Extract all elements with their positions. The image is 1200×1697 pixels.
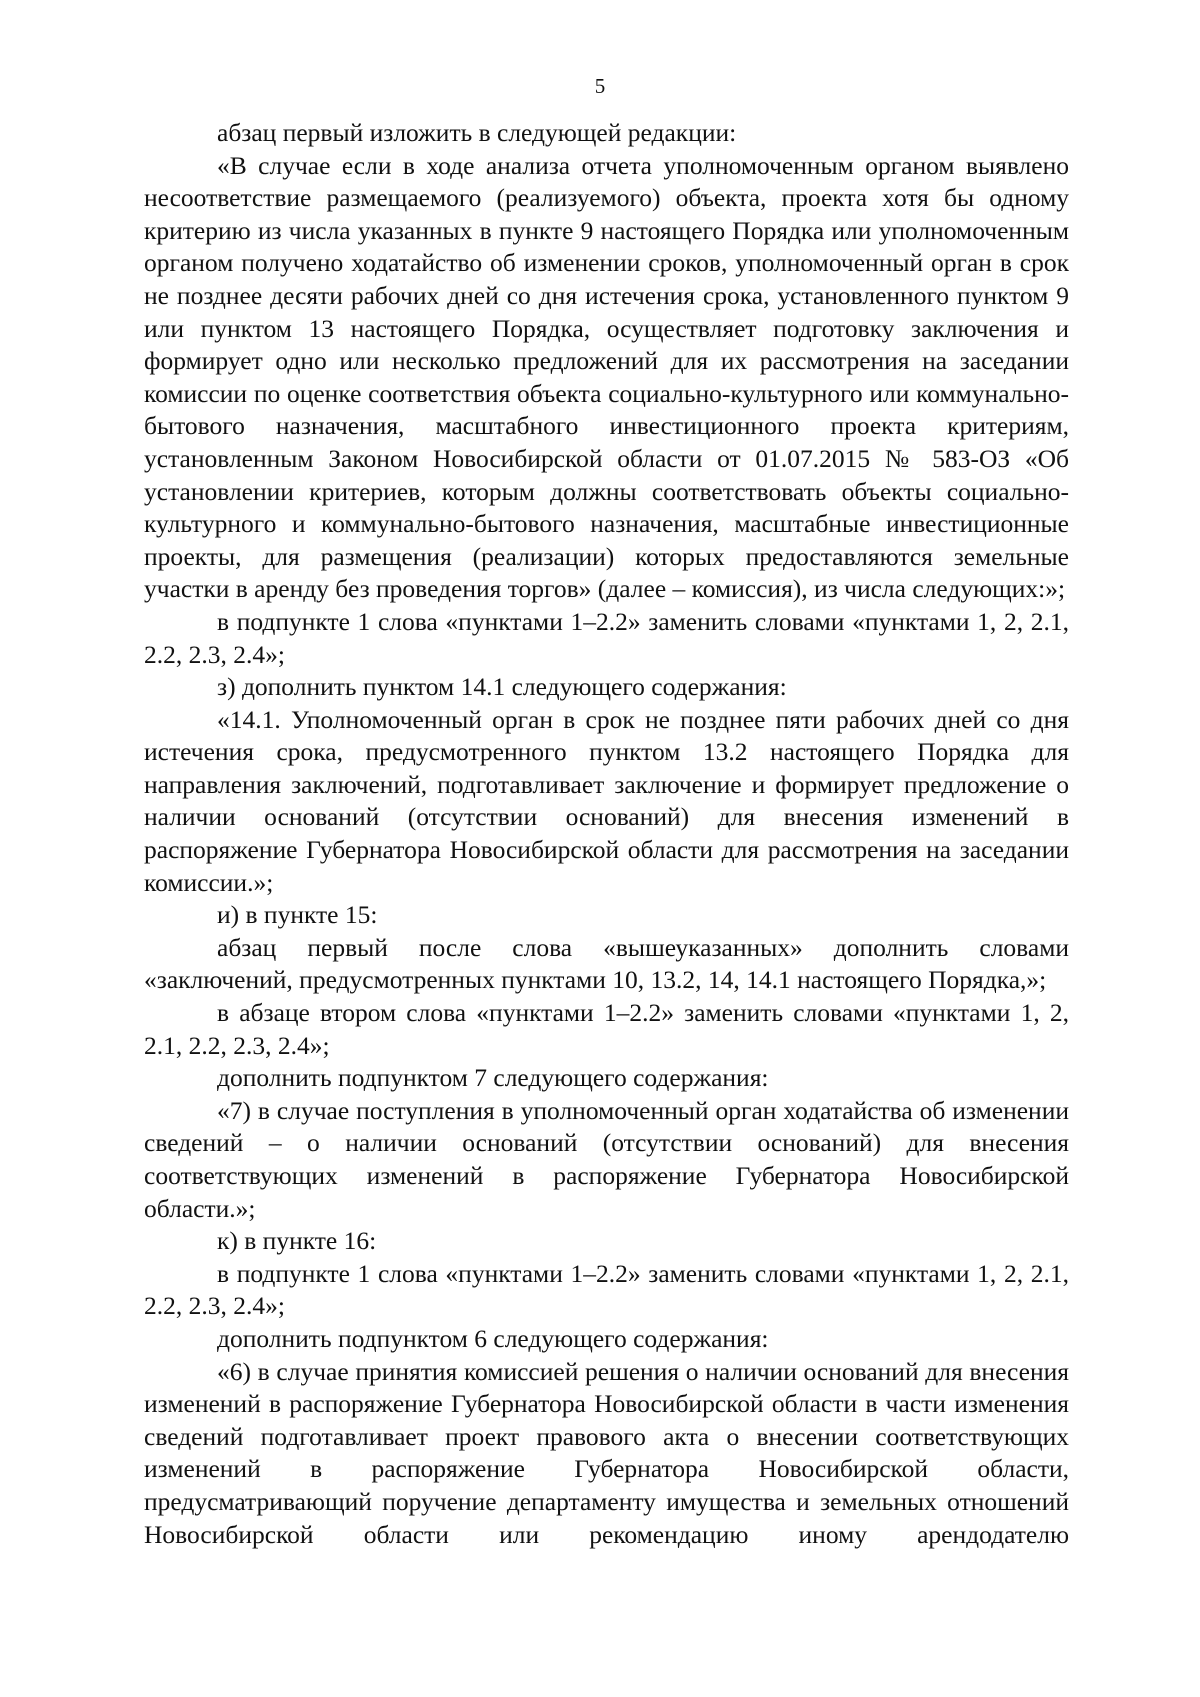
paragraph: к) в пункте 16: — [217, 1226, 377, 1256]
document-body — [144, 117, 1069, 1551]
paragraph-continued: «6) в случае принятия комиссией решения о наличии оснований для внесения изменений в распоряжение Губернатора Новосибирской области в части изменения сведений подготавливает проект правового акта о внесении соответствующих изменений в распоряжение Губернатора Новосибирской области, предусматривающий поручение департаменту имущества и земельных отношений Новосибирской области или рекомендацию иному арендодателю — [144, 1356, 1069, 1549]
paragraph: дополнить подпунктом 7 следующего содержания: — [217, 1063, 769, 1093]
paragraph: «7) в случае поступления в уполномоченный орган ходатайства об изменении сведений – о наличии оснований (отсутствии оснований) для внесения соответствующих изменений в распоряжение Губернатора Новосибирской области.»; — [144, 1095, 1069, 1223]
paragraph: «В случае если в ходе анализа отчета уполномоченным органом выявлено несоответствие размещаемого (реализуемого) объекта, проекта хотя бы одному критерию из числа указанных в пункте 9 настоящего Порядка или уполномоченным органом получено ходатайство об изменении сроков, уполномоченный орган в срок не позднее десяти рабочих дней со дня истечения срока, установленного пунктом 9 или пунктом 13 настоящего Порядка, осуществляет подготовку заключения и формирует одно или несколько предложений для их рассмотрения на заседании комиссии по оценке соответствия объекта социально-культурного или коммунально-бытового назначения, масштабного инвестиционного проекта критериям, установленным Законом Новосибирской области от 01.07.2015 № 583-ОЗ «Об установлении критериев, которым должны соответствовать объекты социально-культурного и коммунально-бытового назначения, масштабные инвестиционные проекты, для размещения (реализации) которых предоставляются земельные участки в аренду без проведения торгов» (далее – комиссия), из числа следующих:»; — [144, 150, 1069, 604]
paragraph: в подпункте 1 слова «пунктами 1–2.2» заменить словами «пунктами 1, 2, 2.1, 2.2, 2.3, 2.4»; — [144, 606, 1069, 669]
paragraph: в подпункте 1 слова «пунктами 1–2.2» заменить словами «пунктами 1, 2, 2.1, 2.2, 2.3, 2.4»; — [144, 1258, 1069, 1321]
paragraph: абзац первый после слова «вышеуказанных» дополнить словами «заключений, предусмотренных пунктами 10, 13.2, 14, 14.1 настоящего Порядка,»; — [144, 932, 1069, 995]
page-number: 5 — [594, 74, 606, 98]
paragraph: и) в пункте 15: — [217, 900, 378, 930]
paragraph: «14.1. Уполномоченный орган в срок не позднее пяти рабочих дней со дня истечения срока, предусмотренного пунктом 13.2 настоящего Порядка для направления заключений, подготавливает заключение и формирует предложение о наличии оснований (отсутствии оснований) для внесения изменений в распоряжение Губернатора Новосибирской области для рассмотрения на заседании комиссии.»; — [144, 704, 1069, 897]
paragraph: з) дополнить пунктом 14.1 следующего содержания: — [217, 672, 787, 702]
paragraph: дополнить подпунктом 6 следующего содержания: — [217, 1323, 769, 1353]
paragraph: абзац первый изложить в следующей редакции: — [217, 118, 737, 147]
paragraph: в абзаце втором слова «пунктами 1–2.2» заменить словами «пунктами 1, 2, 2.1, 2.2, 2.3, 2.4»; — [144, 998, 1069, 1060]
